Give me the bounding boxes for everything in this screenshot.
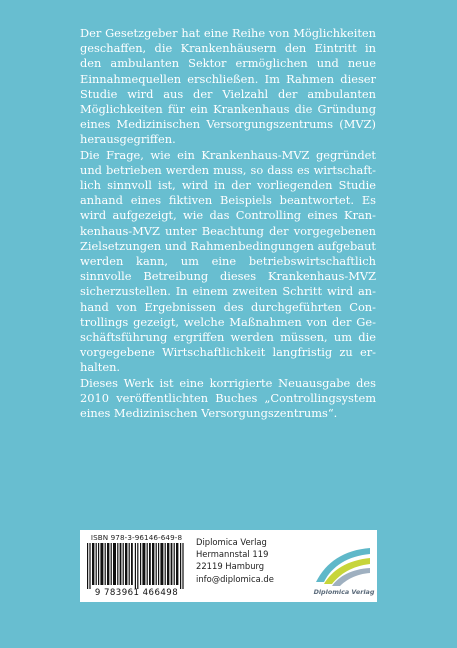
imprint-box <box>80 530 377 602</box>
barcode-digits: 9 783961 466498 <box>94 588 179 598</box>
blurb-paragraph-2: Die Frage, wie ein Krankenhaus-MVZ gegründet und betrieben werden muss, so dass es wirtschaftlich sinnvoll ist, wird in der vorliegenden Studie anhand eines fiktiven Beispiels beantwortet. Es wird aufgezeigt, wie das Controlling eines Krankenhaus-MVZ unter Beachtung der vorgegebenen Zielsetzungen und Rahmenbedingungen aufgebaut werden kann, um eine betriebswirtschaftlich sinnvolle Betreibung dieses Krankenhaus-MVZ sicherzustellen. In einem zweiten Schritt wird anhand von Ergebnissen des durchgeführten Controllings gezeigt, welche Maßnahmen von der Geschäftsführung ergriffen werden müssen, um die vorgegebene Wirtschaftlichkeit langfristig zu erhalten. <box>80 147 376 375</box>
publisher-address <box>196 536 274 585</box>
barcode-icon <box>87 543 186 589</box>
publisher-city: 22119 Hamburg <box>196 561 265 572</box>
publisher-logo-text: Diplomica Verlag <box>313 588 375 596</box>
publisher-email: info@diplomica.de <box>196 573 274 584</box>
blurb-text <box>80 26 376 421</box>
publisher-name: Diplomica Verlag <box>196 537 267 547</box>
blurb-paragraph-1: Der Gesetzgeber hat eine Reihe von Möglichkeiten geschaffen, die Krankenhäusern den Eintritt in den ambulanten Sektor ermöglichen und neue Einnahmequellen erschließen. Im Rahmen dieser Studie wird aus der Vielzahl der ambulanten Möglichkeiten für ein Krankenhaus die Gründung eines Medizinischen Versorgungszentrums (MVZ) herausgegriffen. <box>80 26 376 147</box>
publisher-logo-icon <box>312 536 374 594</box>
barcode-area <box>83 533 190 599</box>
isbn-label: ISBN 978-3-96146-649-8 <box>90 533 183 542</box>
blurb-paragraph-3: Dieses Werk ist eine korrigierte Neuausgabe des 2010 veröffentlichten Buches „Controllingsystem eines Medizinischen Versorgungszentrums“. <box>80 375 376 421</box>
publisher-street: Hermannstal 119 <box>196 549 269 560</box>
